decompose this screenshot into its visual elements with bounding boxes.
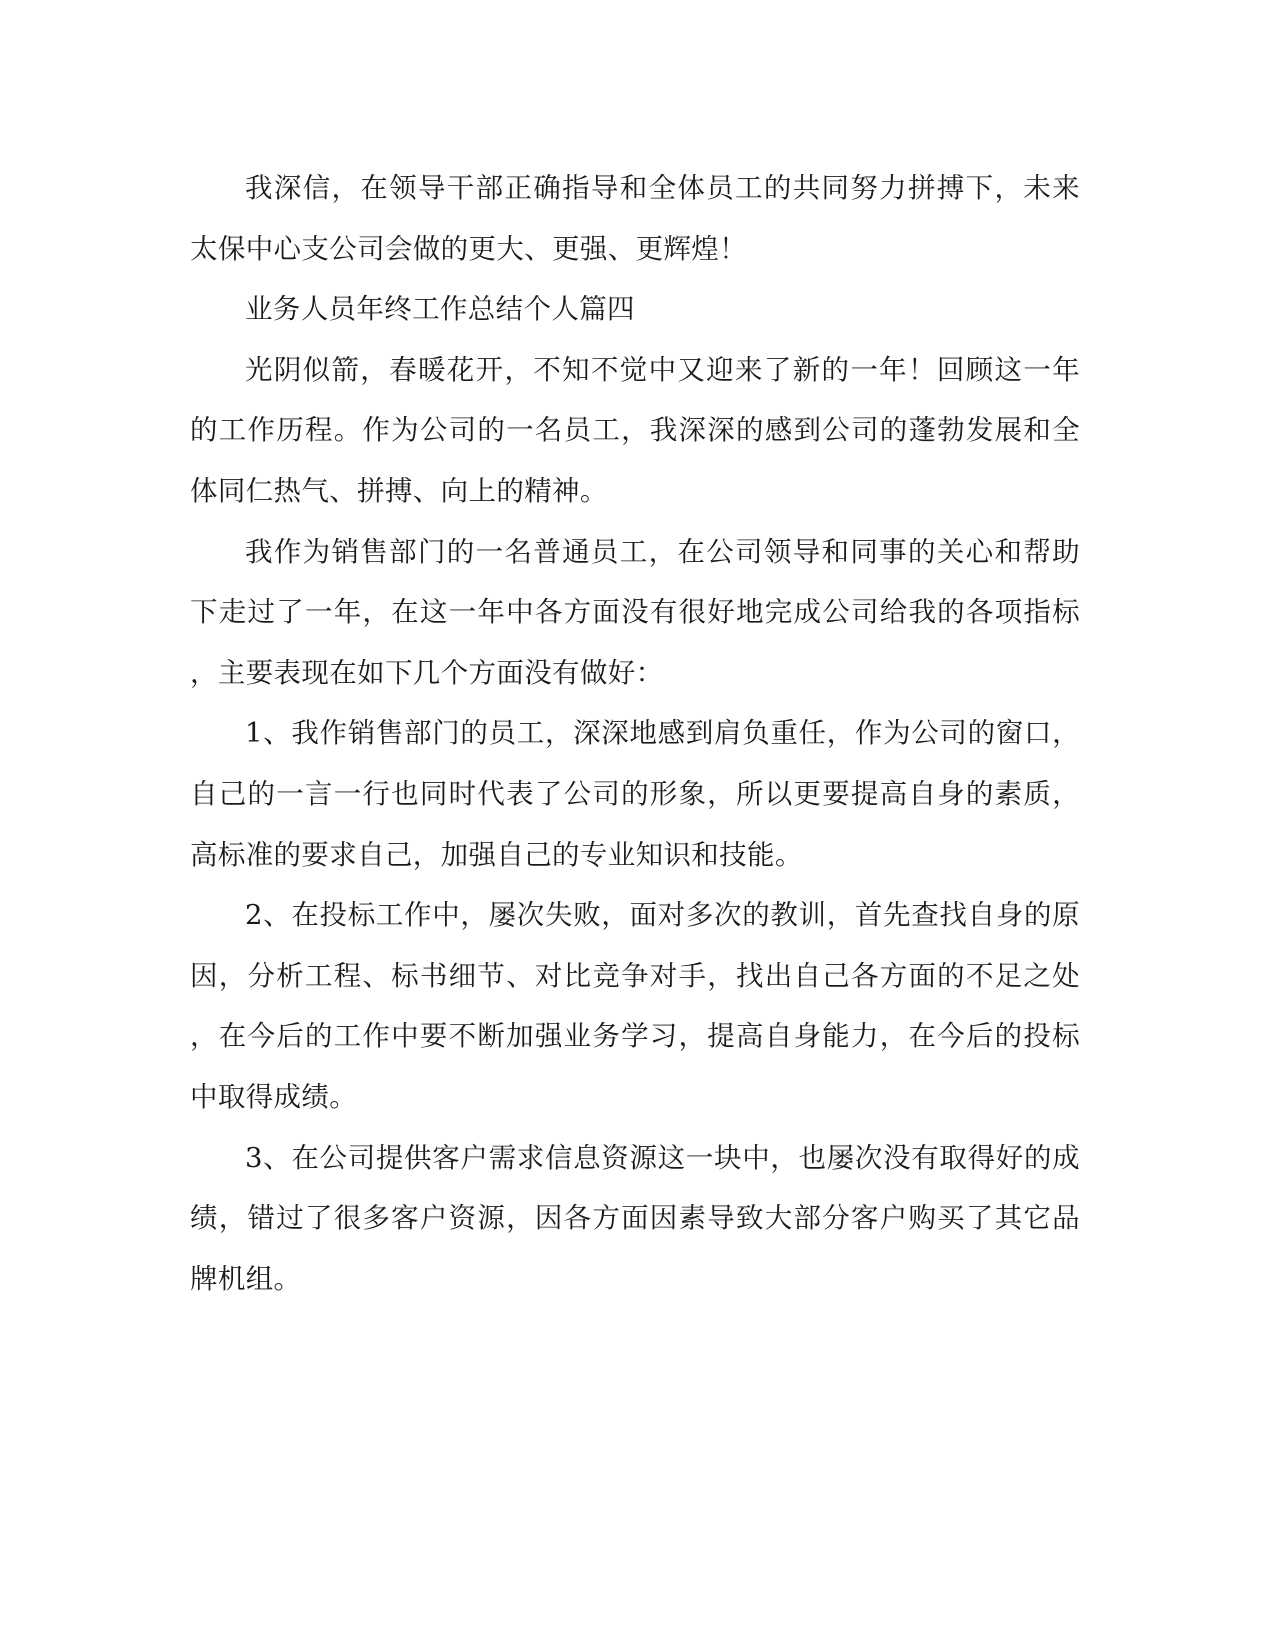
paragraph-overview: 我作为销售部门的一名普通员工，在公司领导和同事的关心和帮助下走过了一年，在这一年中各方面没有很好地完成公司给我的各项指标，主要表现在如下几个方面没有做好：: [190, 535, 1080, 689]
paragraph-closing-statement: 我深信，在领导干部正确指导和全体员工的共同努力拼搏下，未来太保中心支公司会做的更大、更强、更辉煌！: [190, 172, 1080, 265]
paragraph-item-2: 2、在投标工作中，屡次失败，面对多次的教训，首先查找自身的原因，分析工程、标书细节、对比竞争对手，找出自己各方面的不足之处，在今后的工作中要不断加强业务学习，提高自身能力，在今后的投标中取得成绩。: [190, 899, 1080, 1113]
section-heading: 业务人员年终工作总结个人篇四: [245, 293, 635, 326]
document-body: [190, 158, 1080, 1309]
paragraph-item-3: 3、在公司提供客户需求信息资源这一块中，也屡次没有取得好的成绩，错过了很多客户资源，因各方面因素导致大部分客户购买了其它品牌机组。: [190, 1141, 1080, 1295]
paragraph-item-1: 1、我作销售部门的员工，深深地感到肩负重任，作为公司的窗口，自己的一言一行也同时代表了公司的形象，所以更要提高自身的素质，高标准的要求自己，加强自己的专业知识和技能。: [190, 717, 1080, 871]
paragraph-intro: 光阴似箭，春暖花开，不知不觉中又迎来了新的一年！回顾这一年的工作历程。作为公司的一名员工，我深深的感到公司的蓬勃发展和全体同仁热气、拼搏、向上的精神。: [190, 353, 1080, 507]
